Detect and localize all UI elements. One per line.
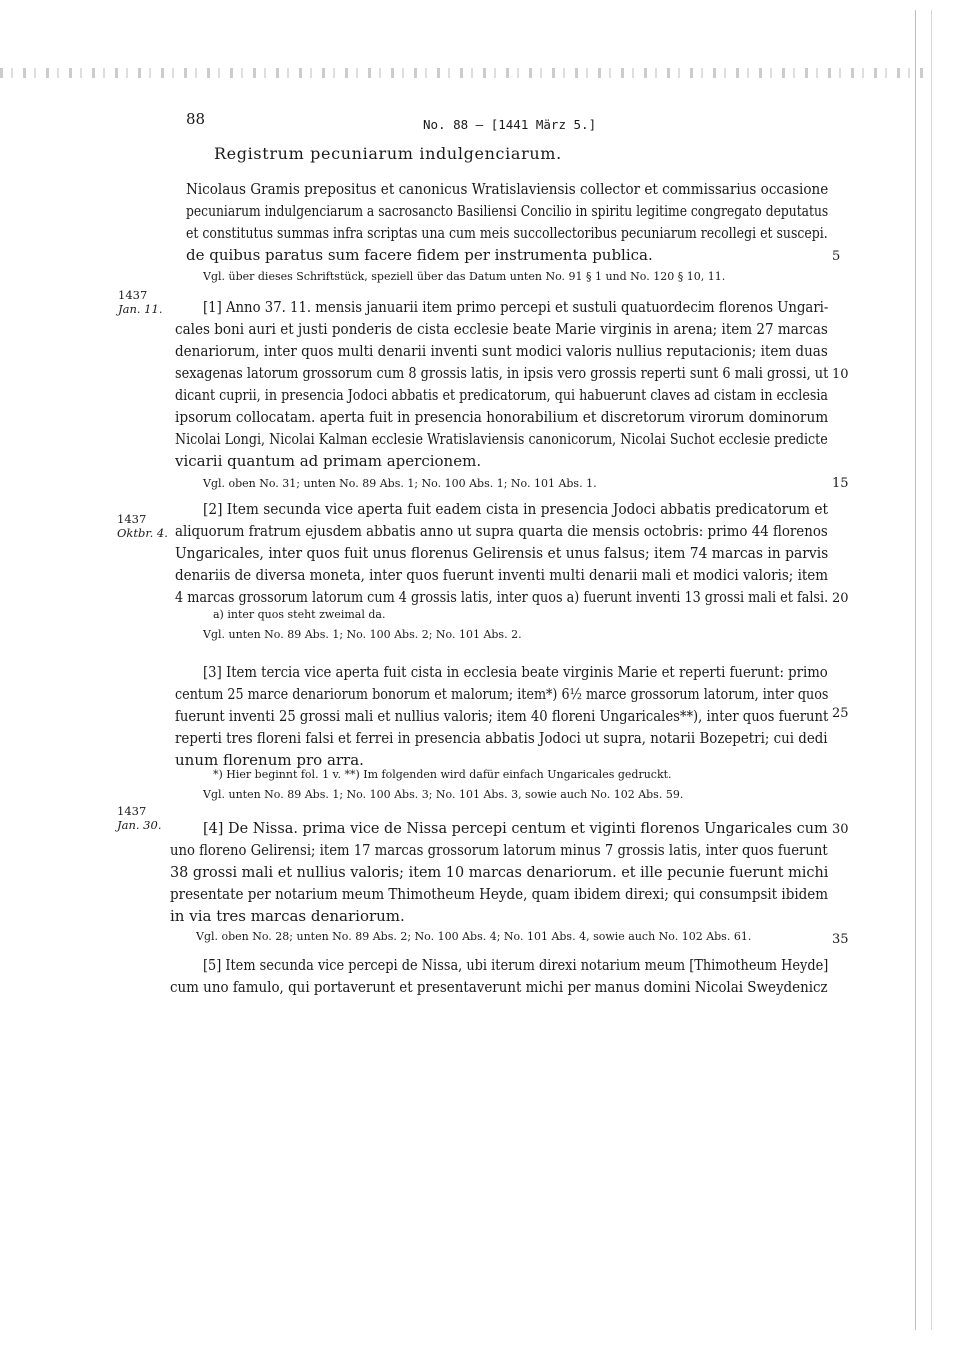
entry-note: Vgl. unten No. 89 Abs. 1; No. 100 Abs. 2; No. 101 Abs. 2. xyxy=(203,628,522,641)
intro-line: de quibus paratus sum facere fidem per instrumenta publica. xyxy=(186,246,653,264)
entry-line: [4] De Nissa. prima vice de Nissa percepi centum et viginti florenos Ungaricales cum xyxy=(203,819,828,837)
entry-line: vicarii quantum ad primam apercionem. xyxy=(175,452,482,470)
footnote: a) inter quos steht zweimal da. xyxy=(213,608,386,621)
entry-line: centum 25 marce denariorum bonorum et malorum; item*) 6½ marce grossorum latorum, inter quos xyxy=(175,685,829,703)
margin-date-day: Oktbr. 4. xyxy=(117,526,168,540)
intro-note: Vgl. über dieses Schriftstück, speziell über das Datum unten No. 91 § 1 und No. 120 § 10, 11. xyxy=(203,270,726,283)
intro-line: pecuniarum indulgenciarum a sacrosancto Basiliensi Concilio in spiritu legitime congregato deputatus xyxy=(186,202,829,220)
margin-date-day: Jan. 30. xyxy=(117,818,162,832)
entry-line: Nicolai Longi, Nicolai Kalman ecclesie Wratislaviensis canonicorum, Nicolai Suchot ecclesie predicte xyxy=(175,430,828,448)
entry-line: 4 marcas grossorum latorum cum 4 grossis latis, inter quos a) fuerunt inventi 13 grossi mali et falsi. xyxy=(175,588,829,606)
header-reference: No. 88 — [1441 März 5.] xyxy=(423,117,597,132)
entry-line: Ungaricales, inter quos fuit unus florenus Gelirensis et unus falsus; item 74 marcas in parvis xyxy=(175,544,829,562)
entry-line: denariorum, inter quos multi denarii inventi sunt modici valoris nullius reputacionis; item duas xyxy=(175,342,828,360)
entry-line: [3] Item tercia vice aperta fuit cista in ecclesia beate virginis Marie et reperti fuerunt: primo xyxy=(203,663,828,681)
margin-rule xyxy=(915,10,916,1330)
entry-line: 38 grossi mali et nullius valoris; item 10 marcas denariorum. et ille pecunie fuerunt michi xyxy=(170,863,829,881)
intro-line: Nicolaus Gramis prepositus et canonicus Wratislaviensis collector et commissarius occasione xyxy=(186,180,829,198)
entry-line: aliquorum fratrum ejusdem abbatis anno ut supra quarta die mensis octobris: primo 44 florenos xyxy=(175,522,828,540)
entry-line: reperti tres floreni falsi et ferrei in presencia abbatis Jodoci ut supra, notarii Bozepetri; cui dedi xyxy=(175,729,828,747)
margin-date-day: Jan. 11. xyxy=(118,302,163,316)
scan-speckle-line xyxy=(0,68,930,78)
line-number: 25 xyxy=(832,706,849,721)
margin-date xyxy=(117,512,168,540)
line-number: 30 xyxy=(832,822,849,837)
entry-line: [5] Item secunda vice percepi de Nissa, ubi iterum direxi notarium meum [Thimotheum Heyde] xyxy=(203,956,829,974)
footnote: *) Hier beginnt fol. 1 v. **) Im folgenden wird dafür einfach Ungaricales gedruckt. xyxy=(213,768,672,781)
entry-note: Vgl. oben No. 31; unten No. 89 Abs. 1; No. 100 Abs. 1; No. 101 Abs. 1. xyxy=(203,477,597,490)
page-number: 88 xyxy=(186,110,206,128)
entry-line: dicant cuprii, in presencia Jodoci abbatis et predicatorum, qui habuerunt claves ad cistam in ecclesia xyxy=(175,386,828,404)
margin-date xyxy=(117,804,161,832)
margin-date-year: 1437 xyxy=(118,288,148,302)
entry-line: cales boni auri et justi ponderis de cista ecclesie beate Marie virginis in arena; item 27 marcas xyxy=(175,320,828,338)
entry-line: ipsorum collocatam. aperta fuit in presencia honorabilium et discretorum virorum dominorum xyxy=(175,408,829,426)
margin-date xyxy=(118,288,162,316)
entry-line: [2] Item secunda vice aperta fuit eadem cista in presencia Jodoci abbatis predicatorum et xyxy=(203,500,829,518)
entry-line: in via tres marcas denariorum. xyxy=(170,907,405,925)
line-number: 10 xyxy=(832,367,849,382)
line-number: 35 xyxy=(832,932,849,947)
entry-line: sexagenas latorum grossorum cum 8 grossis latis, in ipsis vero grossis reperti sunt 6 mali grossi, ut xyxy=(175,364,829,382)
entry-line: [1] Anno 37. 11. mensis januarii item primo percepi et sustuli quatuordecim florenos Ungari- xyxy=(203,298,829,316)
intro-line: et constitutus summas infra scriptas una cum meis succollectoribus pecuniarum recollegi et suscepi. xyxy=(186,224,828,242)
entry-line: unum florenum pro arra. xyxy=(175,751,364,769)
margin-date-year: 1437 xyxy=(117,512,147,526)
entry-line: uno floreno Gelirensi; item 17 marcas grossorum latorum minus 7 grossis latis, inter quos fuerunt xyxy=(170,841,828,859)
margin-date-year: 1437 xyxy=(117,804,147,818)
margin-rule-outer xyxy=(931,10,932,1330)
entry-line: denariis de diversa moneta, inter quos fuerunt inventi multi denarii mali et modici valoris; item xyxy=(175,566,829,584)
entry-line: cum uno famulo, qui portaverunt et presentaverunt michi per manus domini Nicolai Sweydenicz xyxy=(170,978,828,996)
scan-noise-top xyxy=(0,18,930,108)
entry-line: presentate per notarium meum Thimotheum Heyde, quam ibidem direxi; qui consumpsit ibidem xyxy=(170,885,829,903)
line-number: 20 xyxy=(832,591,849,606)
entry-note: Vgl. oben No. 28; unten No. 89 Abs. 2; No. 100 Abs. 4; No. 101 Abs. 4, sowie auch No. 102 Abs. 61. xyxy=(196,930,752,943)
entry-line: fuerunt inventi 25 grossi mali et nullius valoris; item 40 floreni Ungaricales**), inter quos fuerunt xyxy=(175,707,829,725)
line-number: 5 xyxy=(832,249,841,264)
entry-note: Vgl. unten No. 89 Abs. 1; No. 100 Abs. 3; No. 101 Abs. 3, sowie auch No. 102 Abs. 59. xyxy=(203,788,684,801)
line-number: 15 xyxy=(832,476,849,491)
page-title: Registrum pecuniarum indulgenciarum. xyxy=(214,144,562,163)
